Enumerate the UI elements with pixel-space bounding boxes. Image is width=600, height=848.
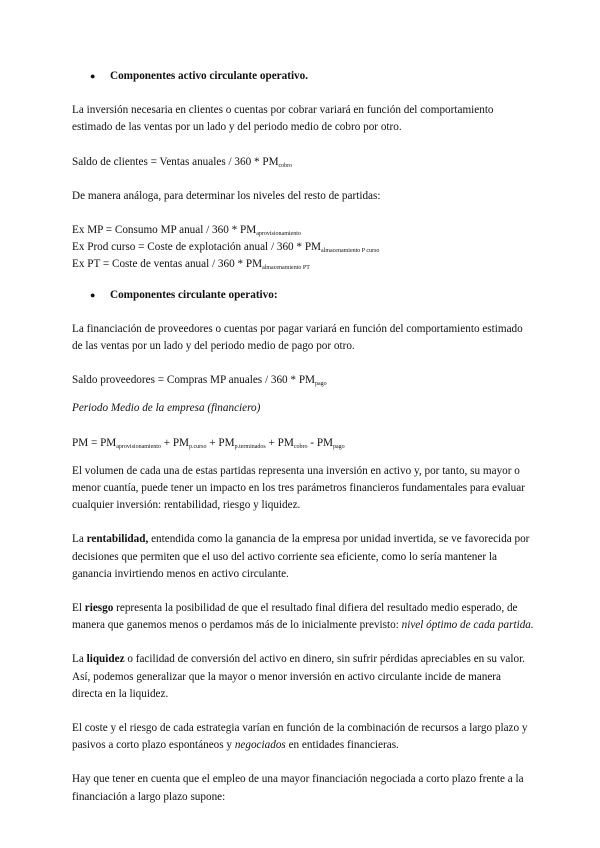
paragraph-liquidez — [72, 651, 534, 703]
bullet-text: Componentes circulante operativo: — [110, 288, 278, 301]
bullet-icon: ● — [90, 289, 96, 300]
formula-subscript: p.terminados — [234, 443, 266, 450]
formula-subscript: cobro — [278, 162, 293, 169]
paragraph-coste-riesgo — [72, 720, 534, 754]
term-bold: rentabilidad, — [86, 533, 149, 546]
paragraph-proveedores: La financiación de proveedores o cuentas por pagar variará en función del comportamiento estimado de las ventas por un lado y del periodo medio de pago por otro. — [72, 322, 523, 353]
formula-text: Ex Prod curso = Coste de explotación anual / 360 * PM — [72, 241, 321, 254]
bullet-heading-circulante — [72, 287, 534, 304]
paragraph-clientes: La inversión necesaria en clientes o cuentas por cobrar variará en función del comportamiento estimado de las ventas por un lado y del periodo medio de cobro por otro. — [72, 104, 494, 134]
formula-text: Ex PT = Coste de ventas anual / 360 * PM — [72, 258, 263, 271]
formula-subscript: aprovisionamiento — [116, 443, 161, 450]
text-italic: nivel óptimo de cada partida. — [401, 619, 534, 632]
formula-subscript: p.curso — [189, 443, 207, 450]
text-run: El coste y el riesgo de cada estrategia varían en función de la combinación de recursos a largo plazo y pasivos a corto plazo espontáneos y — [72, 722, 528, 752]
heading-periodo-medio: Periodo Medio de la empresa (financiero) — [72, 402, 261, 415]
formula-text: Ex MP = Consumo MP anual / 360 * PM — [72, 224, 257, 237]
formula-text: Saldo proveedores = Compras MP anuales / 360 * PM — [72, 374, 315, 387]
text-run: representa la posibilidad de que el resultado final difiera del resultado medio esperado, de manera que ganemos menos o perdamos más de lo inicialmente previsto: — [72, 602, 518, 632]
paragraph-volumen: El volumen de cada una de estas partidas representa una inversión en activo y, por tanto, su mayor o menor cuantía, puede tener un impacto en los tres parámetros financieros fundamentales para evaluar cualquier inversión: rentabilidad, riesgo y liquidez. — [72, 464, 525, 512]
term-bold: liquidez — [86, 653, 125, 666]
paragraph-riesgo — [72, 600, 534, 634]
formula-subscript: pago — [333, 443, 345, 450]
formula-saldo-proveedores — [72, 372, 534, 389]
formula-subscript: pago — [314, 381, 327, 388]
formula-periodo-medio — [72, 435, 534, 452]
formula-subscript: aprovisionamiento — [256, 231, 301, 238]
term-bold: riesgo — [84, 602, 114, 615]
formula-text: + PM — [160, 436, 189, 449]
text-run: La — [72, 533, 87, 546]
bullet-icon: ● — [90, 71, 96, 81]
formula-subscript: almacenamiento P curso — [320, 248, 380, 255]
paragraph-analoga: De manera análoga, para determinar los niveles del resto de partidas: — [72, 189, 381, 202]
formula-text: + PM — [206, 436, 235, 449]
formula-ex-pt — [72, 256, 534, 273]
formula-text: - PM — [307, 436, 333, 449]
formula-ex-prod-curso — [72, 239, 534, 256]
formula-saldo-clientes — [72, 154, 534, 171]
text-run: El — [72, 602, 85, 615]
formula-text: Saldo de clientes = Ventas anuales / 360 * PM — [72, 155, 279, 168]
text-run: o facilidad de conversión del activo en dinero, sin sufrir pérdidas apreciables en su valor. Así, podemos generalizar que la mayor o menor inversión en activo circulante incide de manera directa en la liquidez. — [72, 653, 525, 700]
paragraph-financiacion: Hay que tener en cuenta que el empleo de una mayor financiación negociada a corto plazo frente a la financiación a largo plazo supone: — [72, 773, 524, 803]
formula-text: + PM — [265, 436, 294, 449]
bullet-heading-activo — [72, 68, 534, 85]
formula-subscript: almacenamiento PT — [262, 265, 310, 272]
bullet-text: Componentes activo circulante operativo. — [110, 70, 309, 82]
text-run: La — [72, 653, 87, 666]
formula-text: PM = PM — [72, 436, 117, 449]
text-run: en entidades financieras. — [285, 739, 399, 752]
formula-subscript: cobro — [293, 443, 308, 450]
document-body — [72, 68, 534, 806]
text-run: entendida como la ganancia de la empresa por unidad invertida, se ve favorecida por decisiones que permiten que el uso del activo corriente sea eficiente, como lo sería mantener la ganancia invirtiendo menos en activo circulante. — [72, 533, 530, 580]
text-italic: negociados — [234, 739, 286, 752]
paragraph-rentabilidad — [72, 531, 534, 583]
formula-ex-mp — [72, 222, 534, 239]
